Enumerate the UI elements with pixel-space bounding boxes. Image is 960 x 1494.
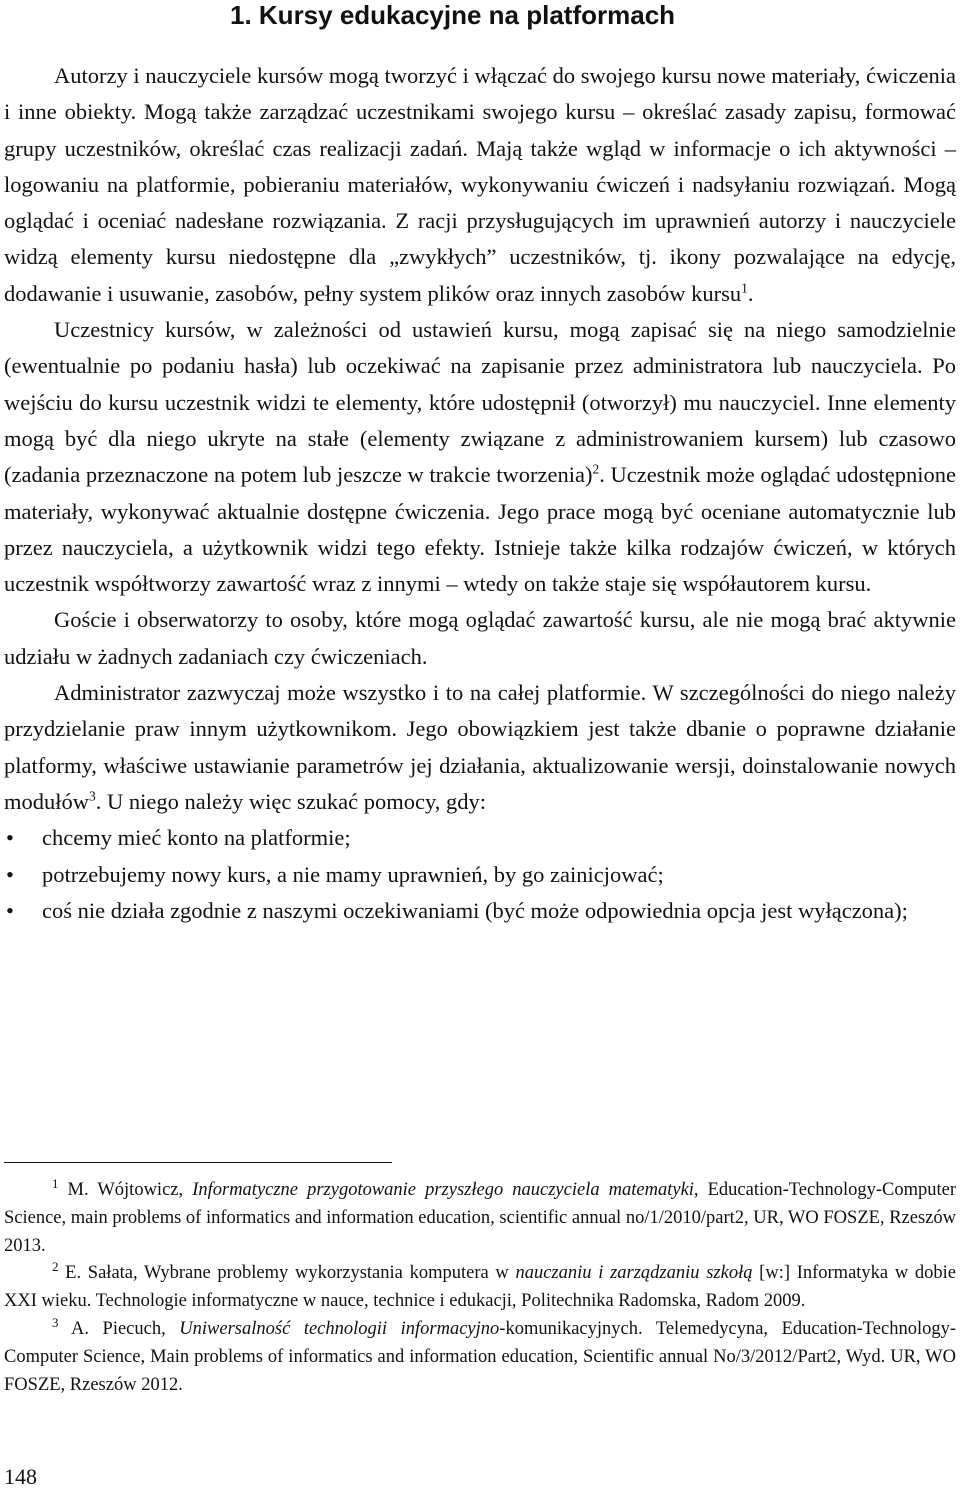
footnote-title: Uniwersalność technologii informacyjno- bbox=[179, 1318, 506, 1339]
page-number: 148 bbox=[4, 1464, 37, 1489]
footnote-ref-3[interactable]: 3 bbox=[89, 788, 96, 804]
footnote-text: M. Wójtowicz, bbox=[58, 1180, 193, 1200]
list-item-text: chcemy mieć konto na platformie; bbox=[42, 825, 351, 851]
footnote-3 bbox=[4, 1316, 956, 1399]
body-text bbox=[4, 58, 956, 929]
footnote-1 bbox=[4, 1177, 956, 1260]
paragraph-2 bbox=[4, 312, 956, 602]
paragraph-text: Goście i obserwatorzy to osoby, które mogą oglądać zawartość kursu, ale nie mogą brać aktywnie udziału w żadnych zadaniach czy ćwiczeniach. bbox=[4, 607, 956, 669]
footnote-title: Informatyczne przygotowanie przyszłego nauczyciela matematyki bbox=[192, 1180, 694, 1200]
footnote-number: 3 bbox=[52, 1314, 59, 1330]
list-item bbox=[4, 857, 956, 893]
section-heading: 1. Kursy edukacyjne na platformach bbox=[230, 0, 676, 30]
paragraph-3 bbox=[4, 602, 956, 675]
paragraph-text: Uczestnicy kursów, w zależności od ustawień kursu, mogą zapisać się na niego samodzielnie (ewentualnie po podaniu hasła) lub oczekiwać na zapisanie przez administratora lub nauczyciela. Po wejściu do kursu uczestnik widzi te elementy, które udostępnił (otworzył) mu nauczyciel. Inne elementy mogą być dla niego ukryte na stałe (elementy związane z administrowaniem kursem) lub czasowo (zadania przeznaczone na potem lub jeszcze w trakcie tworzenia) bbox=[4, 317, 956, 488]
paragraph-text: Administrator zazwyczaj może wszystko i to na całej platformie. W szczególności do niego należy przydzielanie praw innym użytkownikom. Jego obowiązkiem jest także dbanie o poprawne działanie platformy, właściwe ustawianie parametrów jej działania, aktualizowanie wersji, doinstalowanie nowych modułów bbox=[4, 680, 956, 814]
bullet-icon: • bbox=[6, 897, 14, 923]
footnote-text: , Education-Technology-Computer Science, main problems of informatics and information education, scientific annual no/1/2010/part2, UR, WO FOSZE, Rzeszów 2013. bbox=[4, 1180, 956, 1256]
footnote-text: A. Piecuch, bbox=[58, 1318, 180, 1339]
list-item-text: potrzebujemy nowy kurs, a nie mamy uprawnień, by go zainicjować; bbox=[42, 861, 664, 887]
paragraph-4 bbox=[4, 675, 956, 820]
footnote-number: 1 bbox=[52, 1175, 59, 1191]
footnote-ref-2[interactable]: 2 bbox=[592, 461, 600, 477]
paragraph-1 bbox=[4, 58, 956, 312]
footnote-number: 2 bbox=[52, 1259, 59, 1275]
footnote-text: E. Sałata, Wybrane problemy wykorzystania komputera w bbox=[58, 1263, 516, 1284]
paragraph-text: . bbox=[747, 280, 754, 306]
footnote-2 bbox=[4, 1260, 956, 1316]
footnote-separator bbox=[4, 1162, 392, 1163]
footnotes bbox=[4, 1177, 956, 1399]
footnote-text: [w:] Informatyka w dobie XXI wieku. Technologie informatyczne w nauce, technice i edukacji, Politechnika Radomska, Radom 2009. bbox=[4, 1263, 956, 1312]
paragraph-text: Autorzy i nauczyciele kursów mogą tworzyć i włączać do swojego kursu nowe materiały, ćwiczenia i inne obiekty. Mogą także zarządzać uczestnikami swojego kursu – określać zasady zapisu, formować grupy uczestników, określać czas realizacji zadań. Mają także wgląd w informacje o ich aktywności – logowaniu na platformie, pobieraniu materiałów, wykonywaniu ćwiczeń i nadsyłaniu rozwiązań. Mogą oglądać i oceniać nadesłane rozwiązania. Z racji przysługujących im uprawnień autorzy i nauczyciele widzą elementy kursu niedostępne dla „zwykłych” uczestników, tj. ikony pozwalające na edycję, dodawanie i usuwanie, zasobów, pełny system plików oraz innych zasobów kursu bbox=[4, 63, 956, 306]
footnote-text: komunikacyjnych. Telemedycyna, Education-Technology-Computer Science, Main problems of informatics and information education, Scientific annual No/3/2012/Part2, Wyd. UR, WO FOSZE, Rzeszów 2012. bbox=[4, 1318, 956, 1395]
paragraph-text: . U niego należy więc szukać pomocy, gdy: bbox=[95, 788, 487, 814]
bullet-icon: • bbox=[6, 861, 14, 887]
bullet-icon: • bbox=[6, 825, 14, 851]
footnote-ref-1[interactable]: 1 bbox=[741, 280, 748, 296]
paragraph-text: . Uczestnik może oglądać udostępnione materiały, wykonywać aktualnie dostępne ćwiczenia. Jego prace mogą być oceniane automatycznie lub przez nauczyciela, a użytkownik widzi tego efekty. Istnieje także kilka rodzajów ćwiczeń, w których uczestnik współtworzy zawartość wraz z innymi – wtedy on także staje się współautorem kursu. bbox=[4, 462, 957, 597]
list-item-text: coś nie działa zgodnie z naszymi oczekiwaniami (być może odpowiednia opcja jest wyłączona); bbox=[42, 897, 908, 923]
list-item bbox=[4, 820, 956, 856]
bullet-list bbox=[4, 820, 956, 929]
footnote-title: nauczaniu i zarządzaniu szkołą bbox=[515, 1263, 753, 1284]
list-item bbox=[4, 893, 956, 929]
